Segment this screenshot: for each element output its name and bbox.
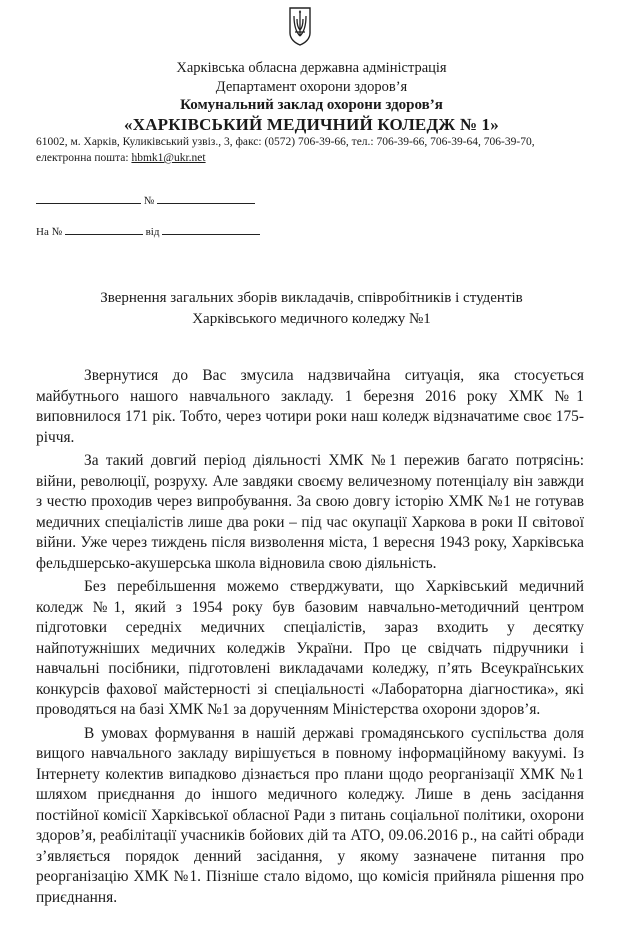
na-label: На №: [36, 226, 63, 238]
body-paragraph: За такий довгий період діяльності ХМК №1 пережив багато потрясінь: війни, революції, розруху. Але завдяки своєму величезному потенціалу він завжди з честю проходив через випробування. За свою довгу історію ХМК №1 не готував медичних спеціалістів лише два роки – під час окупації Харкова в роки ІІ світової війни. Уже через тиждень після визволення міста, 1 вересня 1943 року, Харківська фельдшерсько-акушерська школа відновила свою діяльність.: [36, 452, 584, 572]
document-title-line-1: Звернення загальних зборів викладачів, співробітників і студентів: [100, 290, 523, 306]
letterhead-address: 61002, м. Харків, Куликівський узвіз., 3, факс: (0572) 706-39-66, тел.: 706-39-66, 706-39-64, 706-39-70,: [36, 136, 535, 148]
body-paragraph: Звернутися до Вас змусила надзвичайна ситуація, яка стосується майбутнього нашого навчального закладу. 1 березня 2016 року ХМК №1 виповнилося 171 рік. Тобто, через чотири роки наш коледж відзначатиме своє 175- річчя.: [36, 367, 584, 446]
outgoing-registration-line: [36, 193, 255, 207]
body-paragraph: Без перебільшення можемо стверджувати, що Харківський медичний коледж №1, який з 1954 року був базовим навчально-методичний центром підготовки середніх медичних спеціалістів, зараз входить у десятку найпотужніших медичних коледжів України. Про це свідчать підручники і навчальні посібники, підготовлені викладачами коледжу, п’ять Всеукраїнських конкурсів фахової майстерності зі спеціальності «Лабораторна діагностика», які проводяться на базі ХМК №1 за дорученням Міністерства охорони здоров’я.: [36, 578, 584, 718]
incoming-reference-line: [36, 224, 260, 238]
document-title-line-2: Харківського медичного коледжу №1: [192, 311, 431, 327]
letterhead-email-line: [36, 152, 206, 164]
body-paragraph: В умовах формування в нашій державі громадянського суспільства доля вищого навчального закладу вирішується в повному інформаційному вакуумі. Із Інтернету колектив випадково дізнається про плани щодо реорганізації ХМК №1 шляхом приєднання до іншого медичного коледжу. Лише в день засідання постійної комісії Харківської обласної Ради з питань соціальної політики, охорони здоров’я, реабілітації учасників бойових дій та АТО, 09.06.2016 р., на сайті обради з’являється порядок денний засідання, у якому зазначене питання про реорганізацію ХМК №1. Пізніше стало відомо, що комісія прийняла рішення про приєднання.: [36, 724, 584, 906]
letterhead-institution-type: Комунальний заклад охорони здоров’я: [180, 97, 443, 113]
letter-body: [36, 366, 584, 911]
ref-number-blank: [65, 224, 143, 235]
email-link[interactable]: hbmk1@ukr.net: [131, 152, 206, 164]
date-blank: [36, 193, 141, 204]
number-sign: №: [143, 195, 155, 207]
tryzub-coat-of-arms-icon: [288, 6, 312, 46]
letterhead-college-name: «ХАРКІВСЬКИЙ МЕДИЧНИЙ КОЛЕДЖ № 1»: [124, 115, 499, 134]
ref-date-blank: [162, 224, 260, 235]
letterhead-administration: Харківська обласна державна адміністрація: [176, 60, 447, 76]
vid-label: від: [145, 226, 160, 238]
email-label: електронна пошта:: [36, 152, 129, 164]
letterhead-department: Департамент охорони здоров’я: [215, 79, 408, 95]
number-blank: [157, 193, 255, 204]
